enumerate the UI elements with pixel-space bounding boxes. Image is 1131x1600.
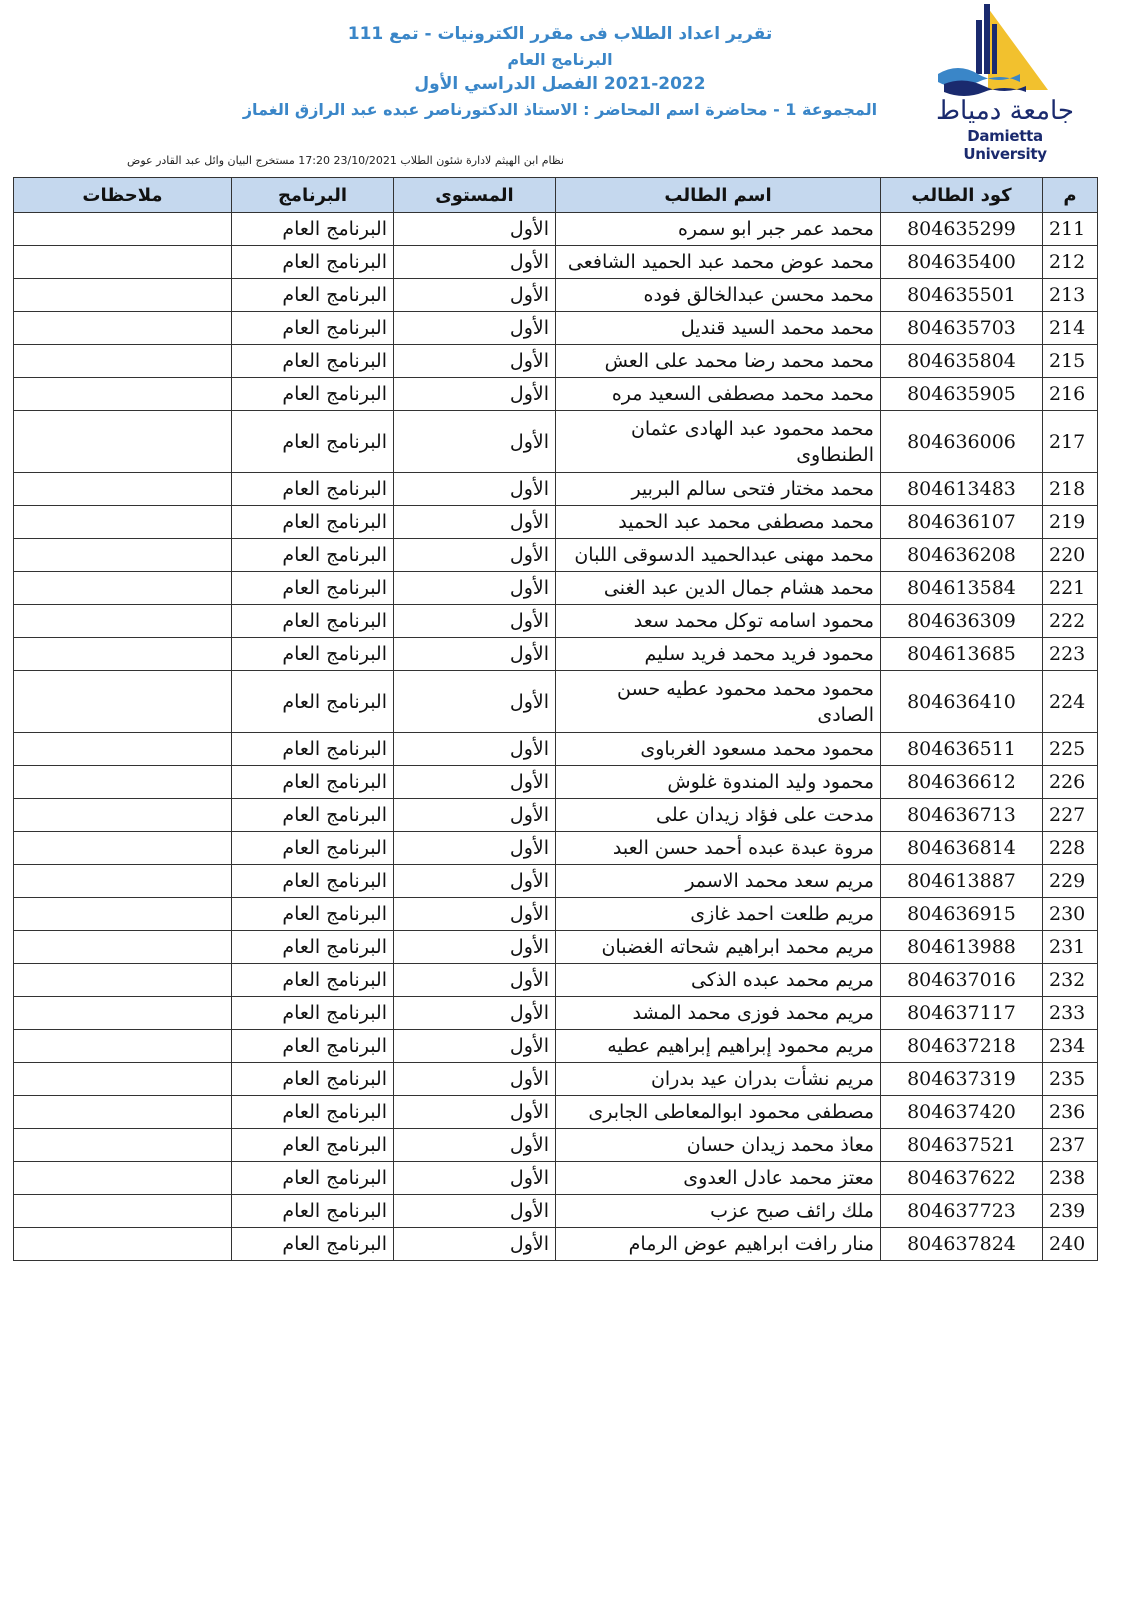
student-program: البرنامج العام [232, 898, 394, 931]
header-level: المستوى [394, 178, 556, 213]
student-notes [14, 378, 232, 411]
header-notes: ملاحظات [14, 178, 232, 213]
table-row [14, 898, 1098, 931]
student-program: البرنامج العام [232, 997, 394, 1030]
row-index: 231 [1043, 931, 1098, 964]
row-index: 216 [1043, 378, 1098, 411]
student-level: الأول [394, 964, 556, 997]
student-notes [14, 638, 232, 671]
student-name: منار رافت ابراهيم عوض الرمام [556, 1228, 881, 1261]
university-emblem-icon [930, 0, 1080, 100]
student-level: الأول [394, 865, 556, 898]
student-level: الأول [394, 312, 556, 345]
student-notes [14, 733, 232, 766]
table-row [14, 1063, 1098, 1096]
row-index: 213 [1043, 279, 1098, 312]
table-row [14, 279, 1098, 312]
student-program: البرنامج العام [232, 733, 394, 766]
student-notes [14, 213, 232, 246]
student-level: الأول [394, 378, 556, 411]
header-program: البرنامج [232, 178, 394, 213]
student-level: الأول [394, 1162, 556, 1195]
student-name: محمد مصطفى محمد عبد الحميد [556, 506, 881, 539]
table-row [14, 1195, 1098, 1228]
table-row [14, 931, 1098, 964]
student-program: البرنامج العام [232, 1228, 394, 1261]
student-notes [14, 572, 232, 605]
student-program: البرنامج العام [232, 964, 394, 997]
row-index: 212 [1043, 246, 1098, 279]
student-program: البرنامج العام [232, 1162, 394, 1195]
table-row [14, 997, 1098, 1030]
table-row [14, 832, 1098, 865]
student-level: الأول [394, 799, 556, 832]
table-row [14, 213, 1098, 246]
student-notes [14, 766, 232, 799]
row-index: 239 [1043, 1195, 1098, 1228]
table-row [14, 865, 1098, 898]
student-program: البرنامج العام [232, 539, 394, 572]
student-program: البرنامج العام [232, 572, 394, 605]
student-code: 804637117 [881, 997, 1043, 1030]
student-name: مروة عبدة عبده أحمد حسن العبد [556, 832, 881, 865]
table-row [14, 506, 1098, 539]
student-level: الأول [394, 1063, 556, 1096]
student-name: ملك رائف صبح عزب [556, 1195, 881, 1228]
table-row [14, 638, 1098, 671]
student-level: الأول [394, 411, 556, 473]
student-name: محمد مهنى عبدالحميد الدسوقى اللبان [556, 539, 881, 572]
student-notes [14, 931, 232, 964]
student-name: محمد عوض محمد عبد الحميد الشافعى [556, 246, 881, 279]
student-program: البرنامج العام [232, 799, 394, 832]
student-program: البرنامج العام [232, 638, 394, 671]
student-code: 804637622 [881, 1162, 1043, 1195]
student-name: محمود محمد محمود عطيه حسن الصادى [556, 671, 881, 733]
student-code: 804637521 [881, 1129, 1043, 1162]
table-row [14, 572, 1098, 605]
row-index: 211 [1043, 213, 1098, 246]
student-name: محمد عمر جبر ابو سمره [556, 213, 881, 246]
row-index: 228 [1043, 832, 1098, 865]
student-code: 804635905 [881, 378, 1043, 411]
row-index: 221 [1043, 572, 1098, 605]
student-level: الأول [394, 1195, 556, 1228]
student-program: البرنامج العام [232, 605, 394, 638]
student-notes [14, 411, 232, 473]
student-level: الأول [394, 539, 556, 572]
student-level: الأول [394, 832, 556, 865]
student-code: 804635299 [881, 213, 1043, 246]
student-notes [14, 1195, 232, 1228]
table-row [14, 766, 1098, 799]
row-index: 237 [1043, 1129, 1098, 1162]
student-level: الأول [394, 931, 556, 964]
student-program: البرنامج العام [232, 671, 394, 733]
student-name: محمد محسن عبدالخالق فوده [556, 279, 881, 312]
report-header [240, 22, 880, 122]
table-row [14, 312, 1098, 345]
program-title: البرنامج العام [507, 50, 613, 69]
student-level: الأول [394, 1129, 556, 1162]
logo-english-text: Damietta University [963, 127, 1047, 163]
student-name: مصطفى محمود ابوالمعاطى الجابرى [556, 1096, 881, 1129]
student-level: الأول [394, 997, 556, 1030]
student-notes [14, 997, 232, 1030]
row-index: 224 [1043, 671, 1098, 733]
student-name: محمود فريد محمد فريد سليم [556, 638, 881, 671]
student-name: محمود وليد المندوة غلوش [556, 766, 881, 799]
student-notes [14, 898, 232, 931]
student-code: 804636511 [881, 733, 1043, 766]
logo-arabic-text: جامعة دمياط [936, 96, 1074, 126]
student-name: مدحت على فؤاد زيدان على [556, 799, 881, 832]
student-notes [14, 1129, 232, 1162]
row-index: 235 [1043, 1063, 1098, 1096]
table-row [14, 345, 1098, 378]
student-code: 804613685 [881, 638, 1043, 671]
student-level: الأول [394, 473, 556, 506]
student-program: البرنامج العام [232, 411, 394, 473]
student-program: البرنامج العام [232, 865, 394, 898]
student-code: 804637420 [881, 1096, 1043, 1129]
table-row [14, 799, 1098, 832]
student-level: الأول [394, 572, 556, 605]
student-notes [14, 539, 232, 572]
student-code: 804637319 [881, 1063, 1043, 1096]
student-notes [14, 1063, 232, 1096]
student-level: الأول [394, 279, 556, 312]
student-name: محمد مختار فتحى سالم البربير [556, 473, 881, 506]
student-level: الأول [394, 1228, 556, 1261]
student-code: 804636915 [881, 898, 1043, 931]
student-level: الأول [394, 733, 556, 766]
student-level: الأول [394, 506, 556, 539]
student-name: مريم محمد فوزى محمد المشد [556, 997, 881, 1030]
student-level: الأول [394, 1030, 556, 1063]
student-level: الأول [394, 638, 556, 671]
student-name: مريم طلعت احمد غازى [556, 898, 881, 931]
row-index: 227 [1043, 799, 1098, 832]
row-index: 226 [1043, 766, 1098, 799]
student-code: 804636713 [881, 799, 1043, 832]
row-index: 230 [1043, 898, 1098, 931]
student-name: معاذ محمد زيدان حسان [556, 1129, 881, 1162]
student-code: 804636410 [881, 671, 1043, 733]
student-code: 804637218 [881, 1030, 1043, 1063]
student-notes [14, 832, 232, 865]
student-name: محمد هشام جمال الدين عبد الغنى [556, 572, 881, 605]
student-notes [14, 1096, 232, 1129]
row-index: 232 [1043, 964, 1098, 997]
university-logo [930, 0, 1080, 163]
row-index: 229 [1043, 865, 1098, 898]
student-program: البرنامج العام [232, 1195, 394, 1228]
row-index: 222 [1043, 605, 1098, 638]
student-level: الأول [394, 605, 556, 638]
student-code: 804635804 [881, 345, 1043, 378]
table-row [14, 1096, 1098, 1129]
student-code: 804636006 [881, 411, 1043, 473]
student-name: محمود اسامه توكل محمد سعد [556, 605, 881, 638]
student-program: البرنامج العام [232, 312, 394, 345]
header-student-code: كود الطالب [881, 178, 1043, 213]
student-notes [14, 506, 232, 539]
header-index: م [1043, 178, 1098, 213]
student-code: 804613584 [881, 572, 1043, 605]
student-program: البرنامج العام [232, 213, 394, 246]
student-name: محمد محمد السيد قنديل [556, 312, 881, 345]
student-program: البرنامج العام [232, 345, 394, 378]
student-program: البرنامج العام [232, 931, 394, 964]
student-notes [14, 246, 232, 279]
row-index: 218 [1043, 473, 1098, 506]
student-code: 804636814 [881, 832, 1043, 865]
student-level: الأول [394, 766, 556, 799]
table-row [14, 733, 1098, 766]
student-name: مريم نشأت بدران عيد بدران [556, 1063, 881, 1096]
student-notes [14, 865, 232, 898]
row-index: 220 [1043, 539, 1098, 572]
student-notes [14, 1030, 232, 1063]
semester-line: 2021-2022 الفصل الدراسي الأول [414, 74, 706, 94]
student-code: 804635400 [881, 246, 1043, 279]
student-level: الأول [394, 213, 556, 246]
student-code: 804613988 [881, 931, 1043, 964]
student-name: مريم سعد محمد الاسمر [556, 865, 881, 898]
row-index: 238 [1043, 1162, 1098, 1195]
student-level: الأول [394, 1096, 556, 1129]
table-row [14, 1162, 1098, 1195]
student-code: 804613483 [881, 473, 1043, 506]
student-program: البرنامج العام [232, 246, 394, 279]
student-name: محمد محمد مصطفى السعيد مره [556, 378, 881, 411]
student-name: محمود محمد مسعود الغرباوى [556, 733, 881, 766]
student-program: البرنامج العام [232, 378, 394, 411]
table-row [14, 411, 1098, 473]
row-index: 225 [1043, 733, 1098, 766]
student-code: 804636208 [881, 539, 1043, 572]
student-notes [14, 279, 232, 312]
student-notes [14, 473, 232, 506]
report-title: تقرير اعداد الطلاب فى مقرر الكترونيات - تمع 111 [347, 24, 773, 44]
student-name: مريم محمود إبراهيم إبراهيم عطيه [556, 1030, 881, 1063]
student-level: الأول [394, 345, 556, 378]
row-index: 236 [1043, 1096, 1098, 1129]
student-program: البرنامج العام [232, 473, 394, 506]
student-name: محمد محمد رضا محمد على العش [556, 345, 881, 378]
student-level: الأول [394, 671, 556, 733]
student-notes [14, 671, 232, 733]
student-notes [14, 1228, 232, 1261]
student-program: البرنامج العام [232, 1063, 394, 1096]
table-row [14, 246, 1098, 279]
student-program: البرنامج العام [232, 1129, 394, 1162]
student-code: 804637723 [881, 1195, 1043, 1228]
student-code: 804636612 [881, 766, 1043, 799]
student-program: البرنامج العام [232, 832, 394, 865]
student-program: البرنامج العام [232, 506, 394, 539]
student-program: البرنامج العام [232, 766, 394, 799]
row-index: 223 [1043, 638, 1098, 671]
table-header-row [14, 178, 1098, 213]
table-row [14, 539, 1098, 572]
group-lecturer-line: المجموعة 1 - محاضرة اسم المحاضر : الاستاذ الدكتورناصر عبده عبد الرازق الغماز [242, 100, 878, 119]
student-notes [14, 1162, 232, 1195]
student-code: 804636107 [881, 506, 1043, 539]
row-index: 233 [1043, 997, 1098, 1030]
student-program: البرنامج العام [232, 1030, 394, 1063]
student-code: 804636309 [881, 605, 1043, 638]
header-student-name: اسم الطالب [556, 178, 881, 213]
student-notes [14, 605, 232, 638]
student-name: معتز محمد عادل العدوى [556, 1162, 881, 1195]
student-code: 804635703 [881, 312, 1043, 345]
table-row [14, 1129, 1098, 1162]
student-table [13, 177, 1098, 1261]
student-notes [14, 799, 232, 832]
row-index: 219 [1043, 506, 1098, 539]
row-index: 214 [1043, 312, 1098, 345]
student-name: محمد محمود عبد الهادى عثمان الطنطاوى [556, 411, 881, 473]
student-name: مريم محمد عبده الذكى [556, 964, 881, 997]
table-row [14, 378, 1098, 411]
student-code: 804637824 [881, 1228, 1043, 1261]
student-notes [14, 964, 232, 997]
student-notes [14, 312, 232, 345]
table-row [14, 473, 1098, 506]
row-index: 234 [1043, 1030, 1098, 1063]
row-index: 240 [1043, 1228, 1098, 1261]
row-index: 217 [1043, 411, 1098, 473]
student-notes [14, 345, 232, 378]
table-row [14, 1228, 1098, 1261]
student-level: الأول [394, 246, 556, 279]
student-name: مريم محمد ابراهيم شحاته الغضبان [556, 931, 881, 964]
student-code: 804637016 [881, 964, 1043, 997]
student-code: 804613887 [881, 865, 1043, 898]
row-index: 215 [1043, 345, 1098, 378]
table-row [14, 605, 1098, 638]
student-code: 804635501 [881, 279, 1043, 312]
system-info-line: نظام ابن الهيثم لادارة شئون الطلاب 23/10/2021 17:20 مستخرج البيان وائل عبد القادر عوض [127, 154, 564, 167]
student-program: البرنامج العام [232, 279, 394, 312]
student-program: البرنامج العام [232, 1096, 394, 1129]
table-row [14, 1030, 1098, 1063]
student-level: الأول [394, 898, 556, 931]
table-row [14, 964, 1098, 997]
table-row [14, 671, 1098, 733]
